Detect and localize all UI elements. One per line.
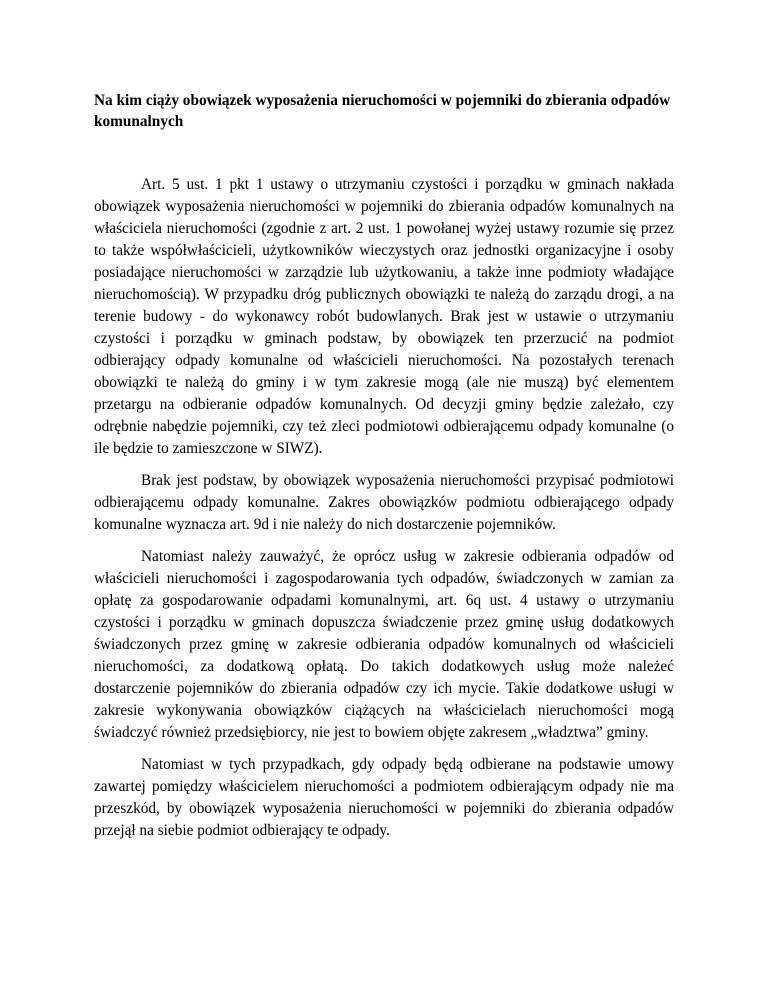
document-title: Na kim ciąży obowiązek wyposażenia nieruchomości w pojemniki do zbierania odpadów komunalnych [94, 92, 671, 130]
paragraph-4: Natomiast w tych przypadkach, gdy odpady będą odbierane na podstawie umowy zawartej pomiędzy właścicielem nieruchomości a podmiotem odbierającym odpady nie ma przeszkód, by obowiązek wyposażenia nieruchomości w pojemniki do zbierania odpadów przejął na siebie podmiot odbierający te odpady. [94, 756, 674, 839]
paragraph-2: Brak jest podstaw, by obowiązek wyposażenia nieruchomości przypisać podmiotowi odbierającemu odpady komunalne. Zakres obowiązków podmiotu odbierającego odpady komunalne wyznacza art. 9d i nie należy do nich dostarczenie pojemników. [94, 472, 674, 533]
paragraph-3: Natomiast należy zauważyć, że oprócz usług w zakresie odbierania odpadów od właścicieli nieruchomości i zagospodarowania tych odpadów, świadczonych w zamian za opłatę za gospodarowanie odpadami komunalnymi, art. 6q ust. 4 ustawy o utrzymaniu czystości i porządku w gminach dopuszcza świadczenie przez gminę usług dodatkowych świadczonych przez gminę w zakresie odbierania odpadów komunalnych od właścicieli nieruchomości, za dodatkową opłatą. Do takich dodatkowych usług może należeć dostarczenie pojemników do zbierania odpadów czy ich mycie. Takie dodatkowe usługi w zakresie wykonywania obowiązków ciążących na właścicielach nieruchomości mogą świadczyć również przedsiębiorcy, nie jest to bowiem objęte zakresem „władztwa” gminy. [94, 548, 674, 741]
document-page [94, 90, 674, 852]
paragraph-1: Art. 5 ust. 1 pkt 1 ustawy o utrzymaniu czystości i porządku w gminach nakłada obowiązek wyposażenia nieruchomości w pojemniki do zbierania odpadów komunalnych na właściciela nieruchomości (zgodnie z art. 2 ust. 1 powołanej wyżej ustawy rozumie się przez to także współwłaścicieli, użytkowników wieczystych oraz jednostki organizacyjne i osoby posiadające nieruchomości w zarządzie lub użytkowaniu, a także inne podmioty władające nieruchomością). W przypadku dróg publicznych obowiązki te należą do zarządu drogi, a na terenie budowy - do wykonawcy robót budowlanych. Brak jest w ustawie o utrzymaniu czystości i porządku w gminach podstaw, by obowiązek ten przerzucić na podmiot odbierający odpady komunalne od właścicieli nieruchomości. Na pozostałych terenach obowiązki te należą do gminy i w tym zakresie mogą (ale nie muszą) być elementem przetargu na odbieranie odpadów komunalnych. Od decyzji gminy będzie zależało, czy odrębnie nabędzie pojemniki, czy też zleci podmiotowi odbierającemu odpady komunalne (o ile będzie to zamieszczone w SIWZ). [94, 176, 674, 457]
